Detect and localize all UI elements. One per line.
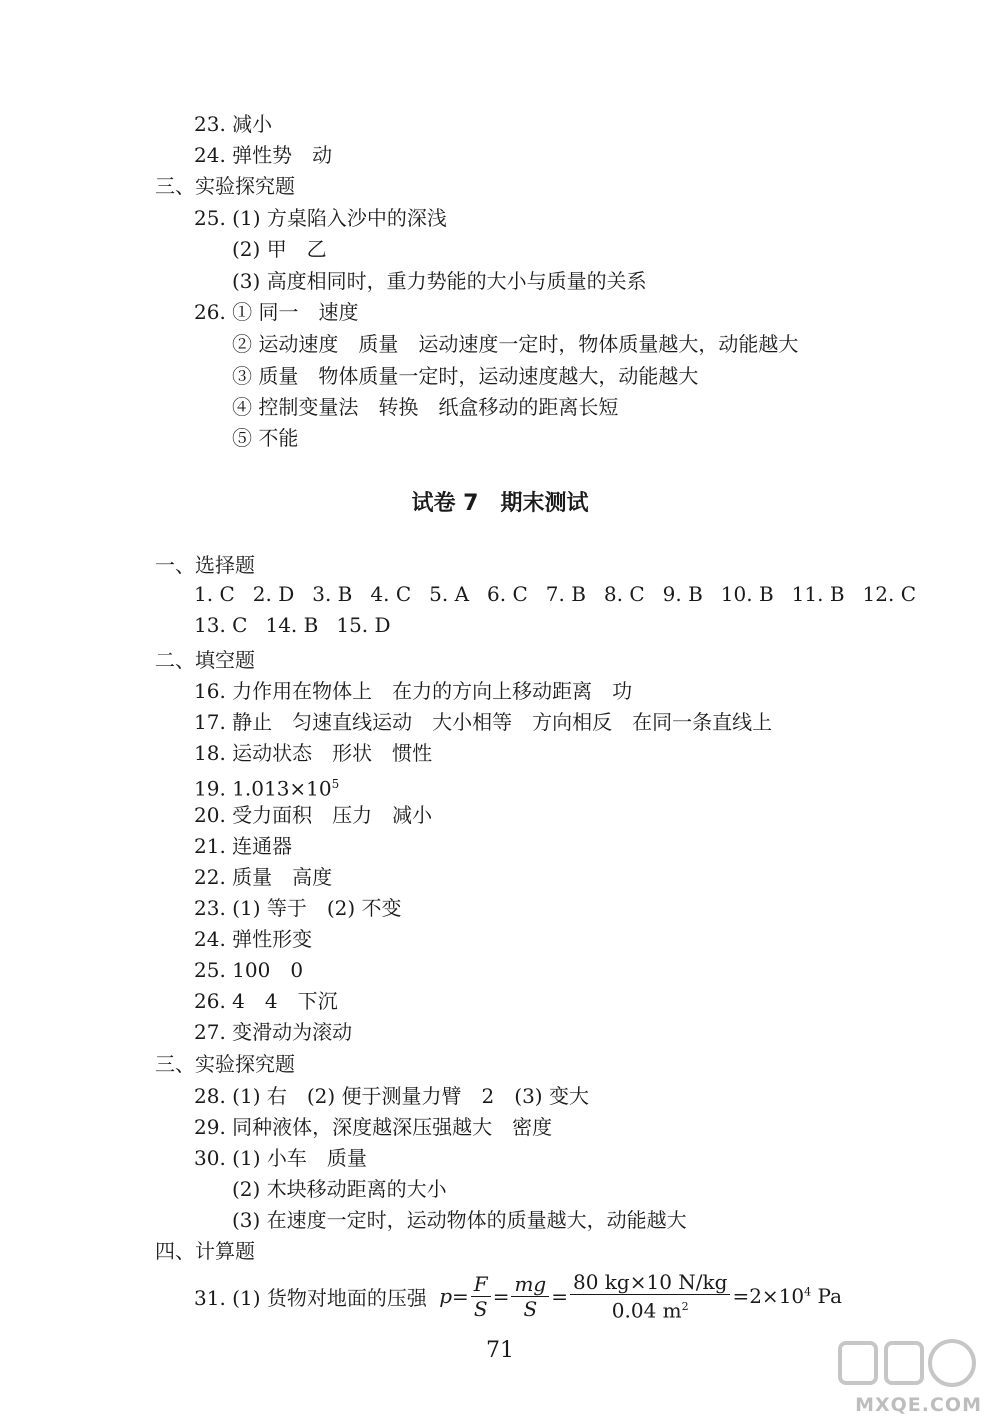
answer-17: 17. 静止 匀速直线运动 大小相等 方向相反 在同一条直线上	[194, 710, 773, 734]
fraction-3-denominator	[570, 1295, 730, 1323]
fraction-1-denominator: S	[473, 1296, 488, 1321]
section-choice-heading: 一、选择题	[155, 553, 255, 577]
answer-19-base: 19. 1.013×10	[194, 776, 332, 801]
answer-30-3: (3) 在速度一定时，运动物体的质量越大，动能越大	[232, 1208, 687, 1232]
answer-23: 23. (1) 等于 (2) 不变	[194, 896, 402, 920]
mc-row-1	[194, 582, 964, 613]
answer-24: 24. 弹性形变	[194, 927, 313, 951]
answer-19-exponent: 5	[331, 777, 340, 791]
answer-28: 28. (1) 右 (2) 便于测量力臂 2 (3) 变大	[194, 1084, 589, 1108]
answer-30-2: (2) 木块移动距离的大小	[232, 1177, 447, 1201]
answer-27: 27. 变滑动为滚动	[194, 1020, 353, 1044]
answer-26: 26. 4 4 下沉	[194, 989, 338, 1013]
answer-25-1: 25. (1) 方桌陷入沙中的深浅	[194, 206, 447, 230]
formula-result	[732, 1284, 842, 1308]
answer-20: 20. 受力面积 压力 减小	[194, 803, 433, 827]
answer-26-3: ③ 质量 物体质量一定时，运动速度越大，动能越大	[232, 364, 699, 388]
fraction-3-denominator-base: 0.04 m	[611, 1298, 682, 1323]
fraction-2-denominator: S	[523, 1296, 538, 1321]
watermark-icon	[836, 1335, 986, 1395]
mc-answer: 5. A	[429, 582, 470, 606]
formula-pressure-symbol: p	[439, 1284, 453, 1309]
mc-answer: 3. B	[312, 582, 353, 606]
mc-answer: 2. D	[252, 582, 295, 606]
answer-16: 16. 力作用在物体上 在力的方向上移动距离 功	[194, 679, 633, 703]
mc-answer: 15. D	[336, 613, 391, 637]
mc-answer: 6. C	[487, 582, 528, 606]
mc-row-2	[194, 613, 964, 644]
section-calc-heading: 四、计算题	[155, 1239, 255, 1263]
fraction-2-numerator: mg	[511, 1272, 549, 1297]
section-experiment-heading-prev: 三、实验探究题	[155, 174, 295, 198]
page-number: 71	[486, 1338, 514, 1363]
answer-23-prev: 23. 减小	[194, 112, 273, 136]
answer-25-2: (2) 甲 乙	[232, 237, 327, 261]
answer-26-1: 26. ① 同一 速度	[194, 300, 359, 324]
mc-answer: 13. C	[194, 613, 248, 637]
formula-equals-3: =	[551, 1284, 568, 1309]
answer-30-1: 30. (1) 小车 质量	[194, 1146, 367, 1170]
mc-answer: 9. B	[662, 582, 703, 606]
fraction-mg-over-s	[511, 1272, 549, 1321]
answer-26-4: ④ 控制变量法 转换 纸盒移动的距离长短	[232, 395, 619, 419]
answer-19	[194, 770, 339, 800]
mc-answer: 12. C	[862, 582, 917, 606]
formula-equals-1: =	[452, 1284, 469, 1309]
watermark-logo	[836, 1335, 986, 1420]
answer-21: 21. 连通器	[194, 834, 293, 858]
mc-answer: 7. B	[545, 582, 586, 606]
fraction-f-over-s	[471, 1272, 491, 1321]
mc-answer: 8. C	[603, 582, 645, 606]
watermark-text: MXQE.COM	[855, 1394, 982, 1416]
mc-answer: 11. B	[791, 582, 845, 606]
answer-26-5: ⑤ 不能	[232, 426, 299, 450]
mc-answer: 1. C	[194, 582, 235, 606]
mc-answer: 14. B	[265, 613, 319, 637]
formula-result-base: =2×10	[732, 1284, 805, 1309]
exam-title: 试卷 7 期末测试	[411, 491, 589, 516]
multiple-choice-answers	[194, 582, 964, 644]
formula-equals-2: =	[492, 1284, 510, 1309]
answer-22: 22. 质量 高度	[194, 865, 333, 889]
formula-prefix: 31. (1) 货物对地面的压强	[194, 1285, 427, 1310]
answer-26-2: ② 运动速度 质量 运动速度一定时，物体质量越大，动能越大	[232, 332, 799, 356]
mc-answer: 4. C	[370, 582, 412, 606]
answer-24-prev: 24. 弹性势 动	[194, 143, 333, 167]
answer-18: 18. 运动状态 形状 惯性	[194, 741, 433, 765]
mc-answer: 10. B	[720, 582, 774, 606]
answer-25-3: (3) 高度相同时，重力势能的大小与质量的关系	[232, 269, 647, 293]
fraction-3-denominator-exp: 2	[681, 1300, 689, 1313]
answer-29: 29. 同种液体，深度越深压强越大 密度	[194, 1115, 553, 1139]
answer-31-formula	[194, 1270, 894, 1323]
fraction-3-numerator: 80 kg×10 N/kg	[570, 1270, 730, 1295]
section-fill-heading: 二、填空题	[155, 648, 255, 672]
formula-result-unit: Pa	[811, 1284, 842, 1309]
fraction-1-numerator: F	[471, 1272, 491, 1297]
fraction-values	[570, 1270, 730, 1323]
section-experiment-heading: 三、实验探究题	[155, 1052, 295, 1076]
formula-result-exp: 4	[804, 1285, 812, 1299]
answer-25: 25. 100 0	[194, 958, 304, 982]
